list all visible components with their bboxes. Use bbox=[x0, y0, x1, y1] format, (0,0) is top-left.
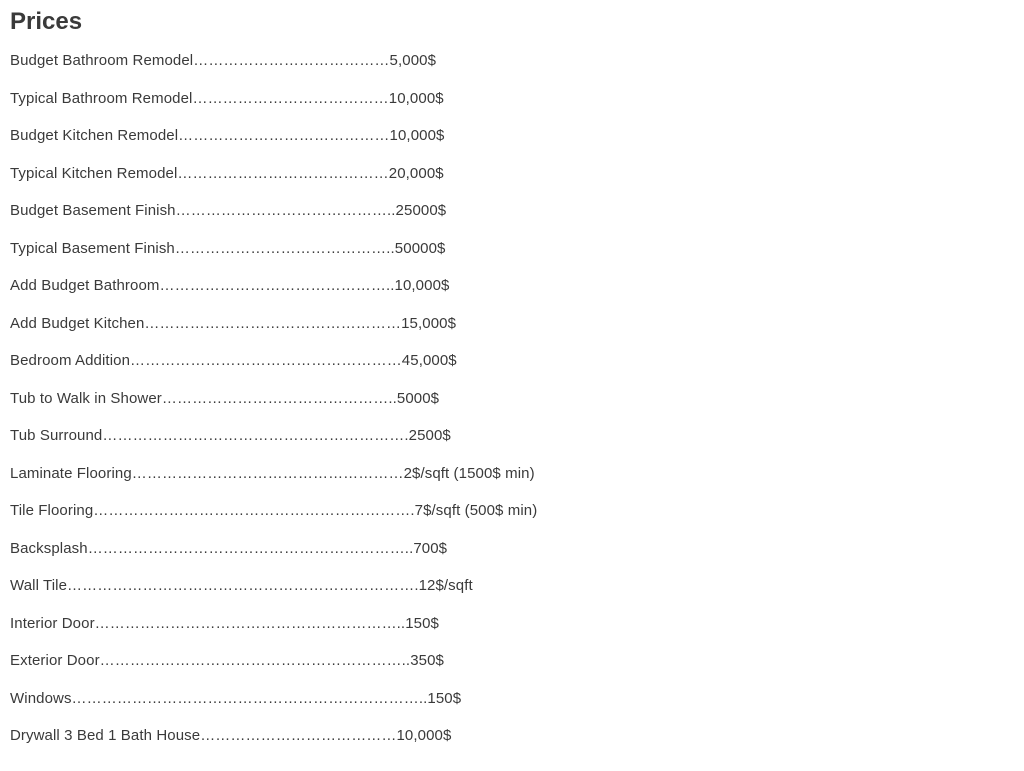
price-item-laminate-flooring: Laminate Flooring………………………………………………2$/sqft (1500$ min) bbox=[10, 464, 535, 482]
price-item-backsplash: Backsplash………………………………………………………..700$ bbox=[10, 539, 448, 557]
page-title: Prices bbox=[10, 8, 83, 35]
price-item-windows: Windows……………………………………………………………..150$ bbox=[10, 689, 462, 707]
price-item-wall-tile: Wall Tile…………………………………………………………….12$/sqft bbox=[10, 577, 473, 594]
price-item-budget-kitchen-remodel: Budget Kitchen Remodel……………………………………10,000$ bbox=[10, 127, 445, 144]
price-item-tile-flooring: Tile Flooring……………………………………………………….7$/sqft (500$ min) bbox=[10, 502, 538, 519]
price-item-typical-kitchen-remodel: Typical Kitchen Remodel……………………………………20,000$ bbox=[10, 164, 444, 182]
price-item-budget-basement-finish: Budget Basement Finish……………………………………..25000$ bbox=[10, 202, 447, 219]
price-list bbox=[10, 51, 537, 764]
price-item-add-budget-bathroom: Add Budget Bathroom………………………………………..10,000$ bbox=[10, 277, 450, 294]
price-item-drywall-3-bed-1-bath-house: Drywall 3 Bed 1 Bath House…………………………………10,000$ bbox=[10, 727, 452, 744]
price-item-tub-surround: Tub Surround…………………………………………………….2500$ bbox=[10, 427, 451, 444]
price-item-exterior-door: Exterior Door……………………………………………………..350$ bbox=[10, 652, 444, 669]
price-item-tub-to-walk-in-shower: Tub to Walk in Shower………………………………………..5000$ bbox=[10, 389, 440, 407]
price-item-typical-bathroom-remodel: Typical Bathroom Remodel…………………………………10,000$ bbox=[10, 89, 444, 107]
price-item-typical-basement-finish: Typical Basement Finish……………………………………..50000$ bbox=[10, 239, 446, 257]
price-item-interior-door: Interior Door……………………………………………………..150$ bbox=[10, 614, 439, 632]
price-item-add-budget-kitchen: Add Budget Kitchen……………………………………………15,000$ bbox=[10, 314, 457, 332]
price-item-bedroom-addition: Bedroom Addition………………………………………………45,000$ bbox=[10, 352, 457, 369]
price-item-budget-bathroom-remodel: Budget Bathroom Remodel…………………………………5,000$ bbox=[10, 52, 437, 69]
